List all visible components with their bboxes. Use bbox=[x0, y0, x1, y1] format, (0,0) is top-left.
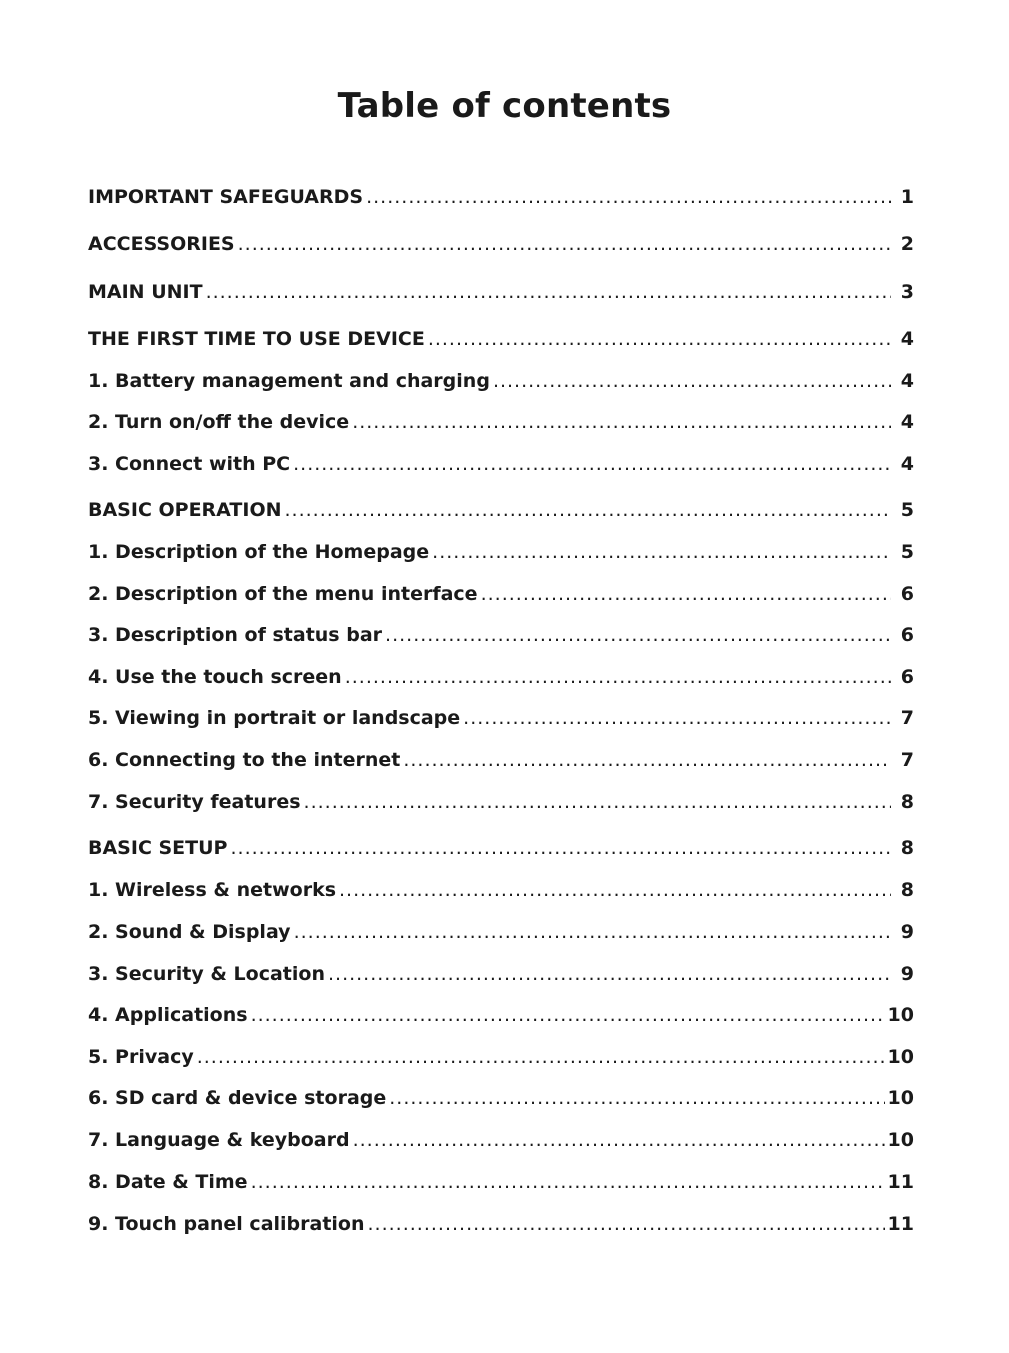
toc-entry bbox=[88, 741, 914, 771]
toc-entry-label: BASIC OPERATION bbox=[88, 499, 282, 521]
toc-entry-label: IMPORTANT SAFEGUARDS bbox=[88, 186, 364, 208]
toc-page-number: 10 bbox=[887, 1004, 914, 1026]
toc-entry-label: 1. Battery management and charging bbox=[88, 370, 490, 392]
toc-page-number: 3 bbox=[900, 281, 914, 303]
toc-page-number: 11 bbox=[887, 1171, 914, 1193]
toc-leader-dots bbox=[339, 879, 891, 901]
toc-page-number: 6 bbox=[900, 583, 914, 605]
toc-leader-dots bbox=[389, 1087, 884, 1109]
toc-leader-dots bbox=[304, 791, 891, 813]
toc-leader-dots bbox=[206, 281, 891, 303]
toc-leader-dots bbox=[238, 233, 891, 255]
toc-page-number: 6 bbox=[900, 666, 914, 688]
toc-leader-dots bbox=[352, 411, 891, 433]
toc-entry-label: BASIC SETUP bbox=[88, 837, 228, 859]
toc-entry bbox=[88, 699, 914, 729]
toc-leader-dots bbox=[197, 1046, 885, 1068]
toc-leader-dots bbox=[385, 624, 891, 646]
toc-page-number: 8 bbox=[900, 879, 914, 901]
toc-page-number: 8 bbox=[900, 837, 914, 859]
toc-entry-label: 5. Viewing in portrait or landscape bbox=[88, 707, 461, 729]
toc-entry bbox=[88, 273, 914, 303]
toc-page-number: 10 bbox=[887, 1129, 914, 1151]
toc-entry-label: 8. Date & Time bbox=[88, 1171, 248, 1193]
toc-page-number: 6 bbox=[900, 624, 914, 646]
toc-page-number: 4 bbox=[900, 370, 914, 392]
toc-entry bbox=[88, 1205, 914, 1235]
toc-leader-dots bbox=[432, 541, 891, 563]
toc-page-number: 7 bbox=[900, 749, 914, 771]
toc-entry-label: 2. Description of the menu interface bbox=[88, 583, 478, 605]
toc-leader-dots bbox=[403, 749, 891, 771]
toc-entry-label: 3. Security & Location bbox=[88, 963, 325, 985]
toc-leader-dots bbox=[428, 328, 891, 350]
toc-leader-dots bbox=[328, 963, 891, 985]
toc-entry-label: 6. Connecting to the internet bbox=[88, 749, 401, 771]
toc-entry bbox=[88, 1079, 914, 1109]
toc-entry bbox=[88, 1163, 914, 1193]
toc-entry bbox=[88, 575, 914, 605]
toc-entry-label: 5. Privacy bbox=[88, 1046, 194, 1068]
toc-page-number: 10 bbox=[887, 1046, 914, 1068]
toc-entry bbox=[88, 533, 914, 563]
table-of-contents bbox=[88, 0, 914, 1353]
toc-leader-dots bbox=[353, 1129, 885, 1151]
toc-entry bbox=[88, 1121, 914, 1151]
toc-leader-dots bbox=[251, 1171, 885, 1193]
toc-leader-dots bbox=[481, 583, 891, 605]
toc-leader-dots bbox=[294, 921, 891, 943]
toc-entry-label: 4. Applications bbox=[88, 1004, 248, 1026]
toc-entry-label: 9. Touch panel calibration bbox=[88, 1213, 365, 1235]
toc-entry-label: 2. Turn on/off the device bbox=[88, 411, 350, 433]
toc-page-number: 5 bbox=[900, 499, 914, 521]
toc-page-number: 1 bbox=[900, 186, 914, 208]
toc-leader-dots bbox=[285, 499, 892, 521]
toc-page-number: 9 bbox=[900, 921, 914, 943]
toc-entry-label: THE FIRST TIME TO USE DEVICE bbox=[88, 328, 425, 350]
toc-entry bbox=[88, 225, 914, 255]
toc-leader-dots bbox=[493, 370, 891, 392]
toc-leader-dots bbox=[230, 837, 891, 859]
toc-leader-dots bbox=[345, 666, 891, 688]
toc-entry-label: 6. SD card & device storage bbox=[88, 1087, 387, 1109]
toc-entry-label: 3. Description of status bar bbox=[88, 624, 383, 646]
toc-page-number: 8 bbox=[900, 791, 914, 813]
toc-page-number: 4 bbox=[900, 328, 914, 350]
toc-entry-label: 2. Sound & Display bbox=[88, 921, 291, 943]
toc-leader-dots bbox=[251, 1004, 885, 1026]
toc-entry-label: ACCESSORIES bbox=[88, 233, 235, 255]
toc-leader-dots bbox=[366, 186, 891, 208]
toc-entry bbox=[88, 783, 914, 813]
toc-entry-label: 7. Security features bbox=[88, 791, 301, 813]
toc-page-number: 4 bbox=[900, 453, 914, 475]
toc-entry bbox=[88, 403, 914, 433]
toc-page-number: 4 bbox=[900, 411, 914, 433]
toc-entry bbox=[88, 829, 914, 859]
toc-entry bbox=[88, 996, 914, 1026]
toc-entry-label: 3. Connect with PC bbox=[88, 453, 291, 475]
toc-entry bbox=[88, 491, 914, 521]
toc-leader-dots bbox=[368, 1213, 885, 1235]
toc-page-number: 10 bbox=[887, 1087, 914, 1109]
toc-entry bbox=[88, 616, 914, 646]
toc-entry-label: 1. Description of the Homepage bbox=[88, 541, 430, 563]
toc-page-number: 7 bbox=[900, 707, 914, 729]
toc-entry bbox=[88, 178, 914, 208]
toc-entry bbox=[88, 913, 914, 943]
toc-leader-dots bbox=[293, 453, 891, 475]
toc-leader-dots bbox=[463, 707, 891, 729]
page-title: Table of contents bbox=[337, 86, 672, 126]
toc-entry bbox=[88, 362, 914, 392]
toc-page-number: 11 bbox=[887, 1213, 914, 1235]
toc-entry bbox=[88, 658, 914, 688]
toc-entry-label: 1. Wireless & networks bbox=[88, 879, 337, 901]
toc-page-number: 5 bbox=[900, 541, 914, 563]
toc-entry-label: 4. Use the touch screen bbox=[88, 666, 342, 688]
toc-page-number: 9 bbox=[900, 963, 914, 985]
toc-entry bbox=[88, 1038, 914, 1068]
toc-entry bbox=[88, 445, 914, 475]
toc-entry-label: 7. Language & keyboard bbox=[88, 1129, 350, 1151]
toc-page-number: 2 bbox=[900, 233, 914, 255]
toc-entry bbox=[88, 955, 914, 985]
toc-entry-label: MAIN UNIT bbox=[88, 281, 203, 303]
toc-entry bbox=[88, 320, 914, 350]
toc-entry bbox=[88, 871, 914, 901]
